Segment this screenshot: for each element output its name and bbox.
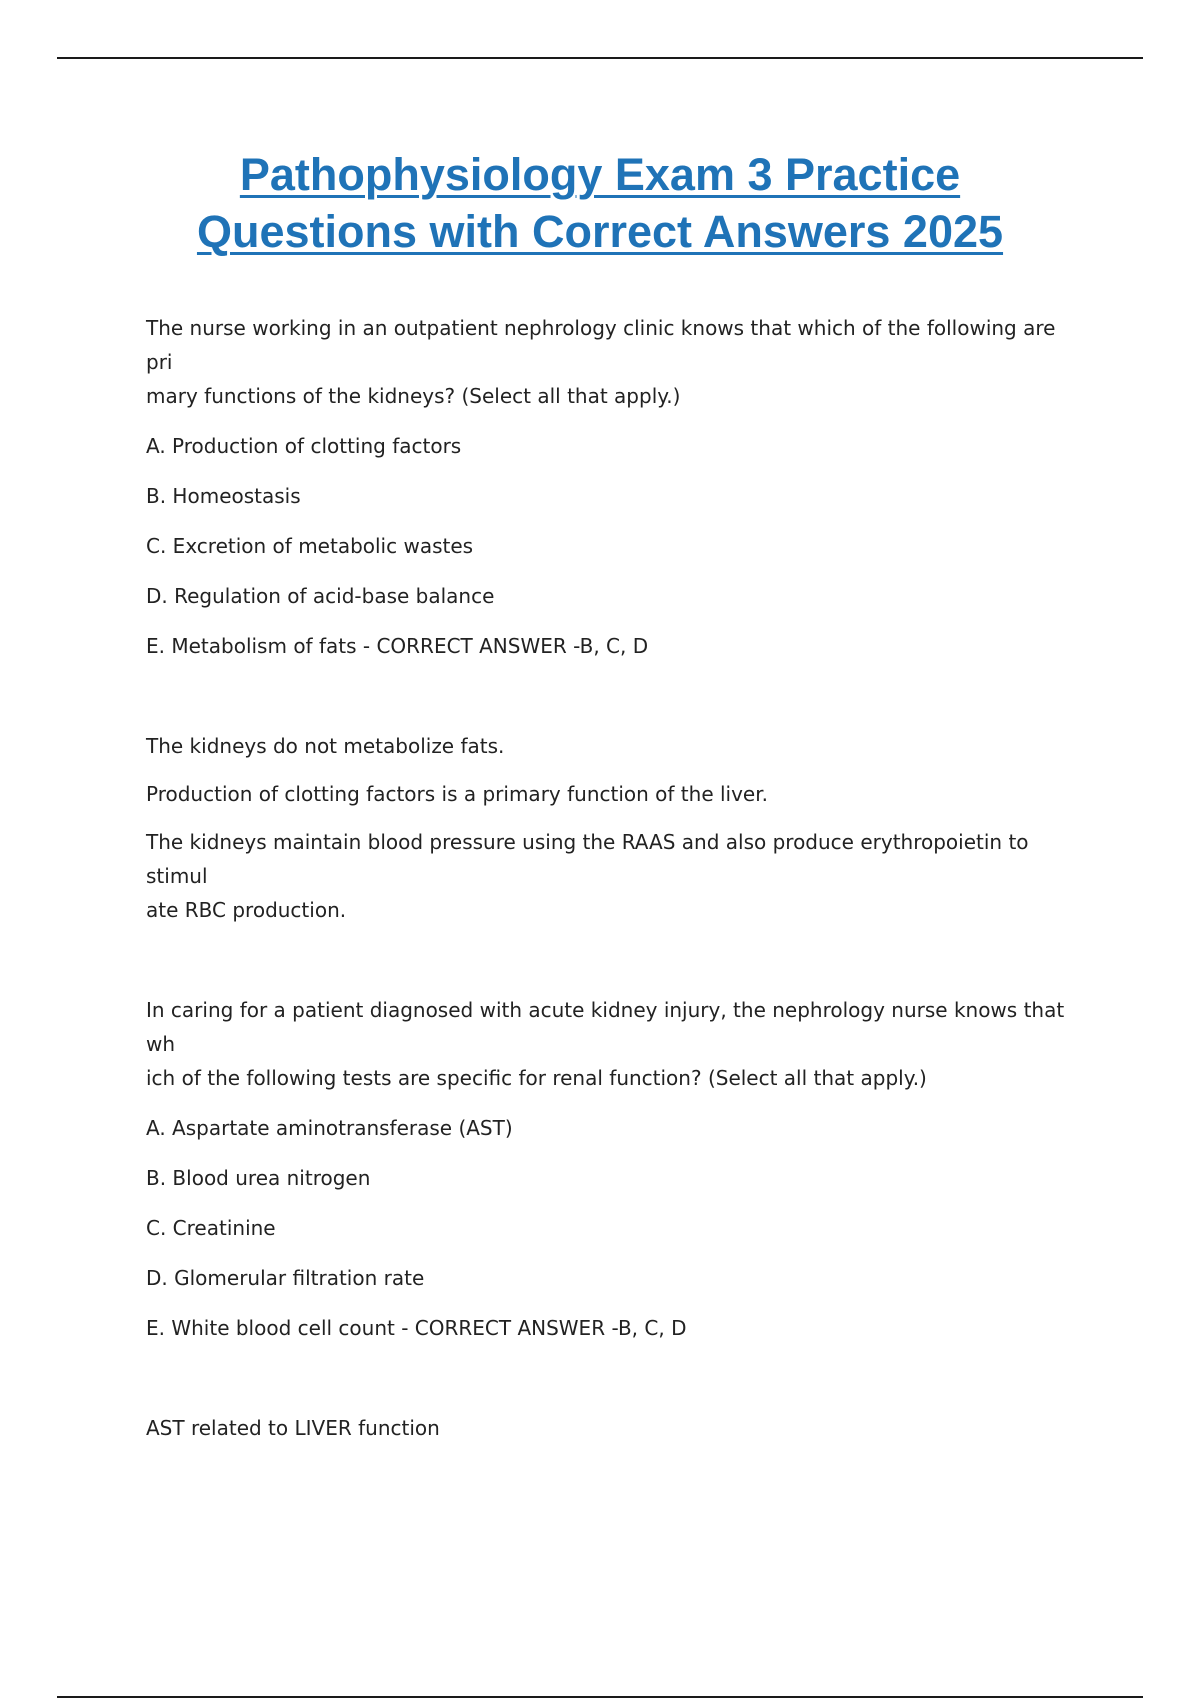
- question-2-option-b: B. Blood urea nitrogen: [146, 1166, 371, 1190]
- question-1-stem-line-1: The nurse working in an outpatient nephrology clinic knows that which of the following are pri: [146, 316, 1056, 374]
- question-1-stem-line-2: mary functions of the kidneys? (Select all that apply.): [146, 384, 681, 408]
- question-2-option-d: D. Glomerular filtration rate: [146, 1266, 425, 1290]
- question-1-rationale-2: Production of clotting factors is a primary function of the liver.: [146, 782, 768, 806]
- title-line-1: Pathophysiology Exam 3 Practice: [239, 149, 961, 200]
- top-rule: [57, 57, 1143, 59]
- question-1-rationale-3-line-1: The kidneys maintain blood pressure using the RAAS and also produce erythropoietin to stimul: [146, 830, 1029, 888]
- question-2-stem-line-2: ich of the following tests are specific for renal function? (Select all that apply.): [146, 1066, 927, 1090]
- question-1-option-e-answer: E. Metabolism of fats - CORRECT ANSWER -B, C, D: [146, 634, 649, 658]
- question-2-option-e-answer: E. White blood cell count - CORRECT ANSWER -B, C, D: [146, 1316, 687, 1340]
- question-2: [146, 993, 1086, 1445]
- question-2-stem-line-1: In caring for a patient diagnosed with acute kidney injury, the nephrology nurse knows that wh: [146, 998, 1065, 1056]
- question-2-option-a: A. Aspartate aminotransferase (AST): [146, 1116, 513, 1140]
- question-2-rationale-1: AST related to LIVER function: [146, 1416, 440, 1440]
- question-2-stem: [146, 993, 1086, 1095]
- question-1-option-b: B. Homeostasis: [146, 484, 301, 508]
- question-1-stem: [146, 311, 1086, 413]
- question-2-option-c: C. Creatinine: [146, 1216, 276, 1240]
- document-title: [0, 146, 1200, 260]
- bottom-rule: [57, 1696, 1143, 1698]
- question-1-option-c: C. Excretion of metabolic wastes: [146, 534, 474, 558]
- question-1-rationale-3: [146, 825, 1086, 927]
- question-1-rationale-1: The kidneys do not metabolize fats.: [146, 734, 505, 758]
- question-1-option-d: D. Regulation of acid-base balance: [146, 584, 495, 608]
- question-1-rationale-3-line-2: ate RBC production.: [146, 898, 347, 922]
- question-1-option-a: A. Production of clotting factors: [146, 434, 462, 458]
- document-body: [146, 311, 1086, 1459]
- title-line-2: Questions with Correct Answers 2025: [196, 206, 1004, 257]
- question-1: [146, 311, 1086, 927]
